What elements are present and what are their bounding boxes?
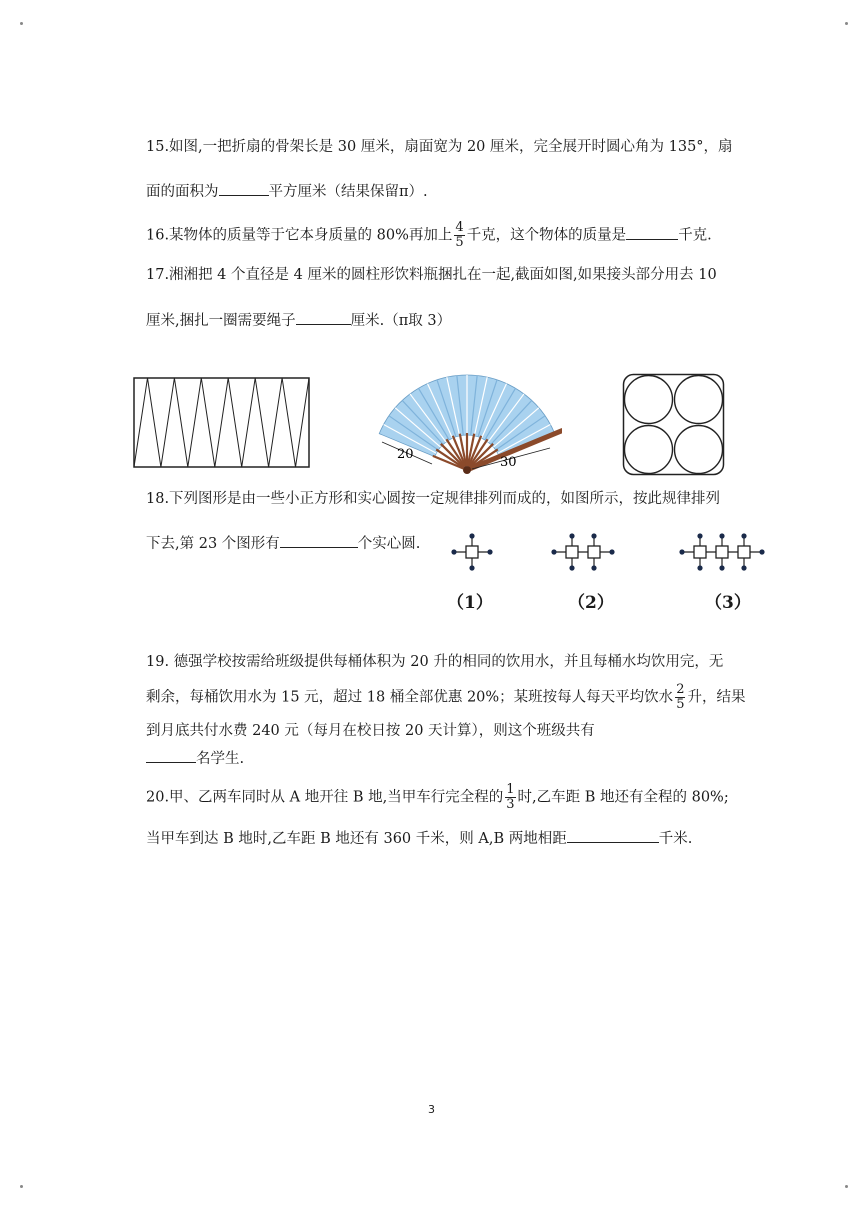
four-circles-figure	[622, 373, 726, 476]
q16-text-b: 千克，这个物体的质量是	[466, 227, 627, 244]
q19-line2	[146, 683, 745, 712]
q17-text-b: 厘米.（π取 3）	[350, 313, 452, 329]
bottle-circle	[625, 376, 673, 424]
pattern-figure-2	[550, 528, 628, 578]
q19-text-b2: 名学生.	[196, 751, 245, 767]
solid-dot	[719, 565, 724, 570]
corner-mark	[20, 22, 23, 25]
figure-label-2: （2）	[568, 593, 614, 613]
small-square	[738, 546, 750, 558]
q20-text-c: 当甲车到达 B 地时,乙车距 B 地还有 360 千米，则 A,B 两地相距	[146, 831, 567, 847]
q19-line4	[146, 748, 244, 769]
solid-dot	[591, 565, 596, 570]
q19-line3: 到月底共付水费 240 元（每月在校日按 20 天计算），则这个班级共有	[146, 723, 595, 739]
q16-frac-den: 5	[455, 235, 464, 250]
bottle-circle	[625, 426, 673, 474]
pattern-figure-1	[450, 528, 498, 578]
small-square	[716, 546, 728, 558]
q20-frac-num: 1	[506, 782, 515, 797]
small-square	[466, 546, 478, 558]
q17-line1: 17.湘湘把 4 个直径是 4 厘米的圆柱形饮料瓶捆扎在一起,截面如图,如果接头部分用去 10	[146, 267, 717, 283]
solid-dot	[759, 549, 764, 554]
q15-line1: 15.如图,一把折扇的骨架长是 30 厘米，扇面宽为 20 厘米，完全展开时圆心角为 135°，扇	[146, 139, 733, 155]
solid-dot	[569, 533, 574, 538]
q18-line1: 18.下列图形是由一些小正方形和实心圆按一定规律排列而成的，如图所示，按此规律排列	[146, 491, 721, 507]
corner-mark	[20, 1185, 23, 1188]
figure-label-1: （1）	[447, 593, 493, 613]
solid-dot	[741, 533, 746, 538]
q16-answer-blank[interactable]	[626, 225, 678, 240]
q18-text-a: 下去,第 23 个图形有	[146, 536, 280, 552]
solid-dot	[591, 533, 596, 538]
q19-text-a: 剩余，每桶饮用水为 15 元，超过 18 桶全部优惠 20%；某班按每人每天平均饮水	[146, 689, 674, 706]
q18-line2	[146, 533, 420, 554]
q19-line1: 19. 德强学校按需给班级提供每桶体积为 20 升的相同的饮用水，并且每桶水均饮用完，无	[146, 654, 724, 670]
q16-fraction	[454, 221, 464, 250]
fan-rib-label: 30	[500, 455, 517, 470]
solid-dot	[697, 533, 702, 538]
q15-answer-blank[interactable]	[219, 181, 269, 196]
folding-fan-figure	[372, 370, 562, 480]
q15-text-b: 平方厘米（结果保留π）.	[268, 184, 428, 200]
solid-dot	[741, 565, 746, 570]
small-square	[694, 546, 706, 558]
q19-answer-blank[interactable]	[146, 748, 196, 763]
q17-answer-blank[interactable]	[296, 310, 351, 325]
bottle-circle	[675, 376, 723, 424]
q17-line2	[146, 310, 451, 331]
q18-answer-blank[interactable]	[280, 533, 358, 548]
q19-frac-den: 5	[676, 697, 685, 712]
q16-text-a: 16.某物体的质量等于它本身质量的 80%再加上	[146, 227, 453, 244]
q20-answer-blank[interactable]	[567, 828, 659, 843]
bottle-circle	[675, 426, 723, 474]
solid-dot	[569, 565, 574, 570]
q20-line1	[146, 783, 729, 812]
corner-mark	[845, 22, 848, 25]
q15-text-a: 面的面积为	[146, 184, 219, 200]
page-number: 3	[428, 1103, 435, 1116]
q19-text-b: 升，结果	[687, 689, 746, 706]
q19-fraction	[675, 683, 685, 712]
solid-dot	[697, 565, 702, 570]
q16-line	[146, 221, 712, 250]
solid-dot	[469, 565, 474, 570]
q18-text-b: 个实心圆.	[357, 536, 421, 552]
q20-text-b: 时,乙车距 B 地还有全程的 80%;	[517, 789, 729, 806]
small-square	[566, 546, 578, 558]
solid-dot	[719, 533, 724, 538]
q20-text-d: 千米.	[658, 831, 693, 847]
solid-dot	[451, 549, 456, 554]
fan-width-label: 20	[397, 447, 414, 462]
q20-fraction	[505, 783, 515, 812]
q20-text-a: 20.甲、乙两车同时从 A 地开往 B 地,当甲车行完全程的	[146, 789, 504, 806]
solid-dot	[487, 549, 492, 554]
q20-line2	[146, 828, 692, 849]
q16-text-c: 千克.	[678, 227, 712, 244]
q15-line2	[146, 181, 428, 202]
q16-frac-num: 4	[455, 220, 464, 235]
q19-frac-num: 2	[676, 682, 685, 697]
fan-pivot	[463, 466, 471, 474]
zigzag-rectangle-figure	[133, 377, 311, 470]
solid-dot	[469, 533, 474, 538]
solid-dot	[551, 549, 556, 554]
q20-frac-den: 3	[506, 797, 515, 812]
q17-text-a: 厘米,捆扎一圈需要绳子	[146, 313, 296, 329]
figure-label-3: （3）	[705, 593, 751, 613]
solid-dot	[679, 549, 684, 554]
corner-mark	[845, 1185, 848, 1188]
small-square	[588, 546, 600, 558]
solid-dot	[609, 549, 614, 554]
pattern-figure-3	[678, 528, 778, 578]
